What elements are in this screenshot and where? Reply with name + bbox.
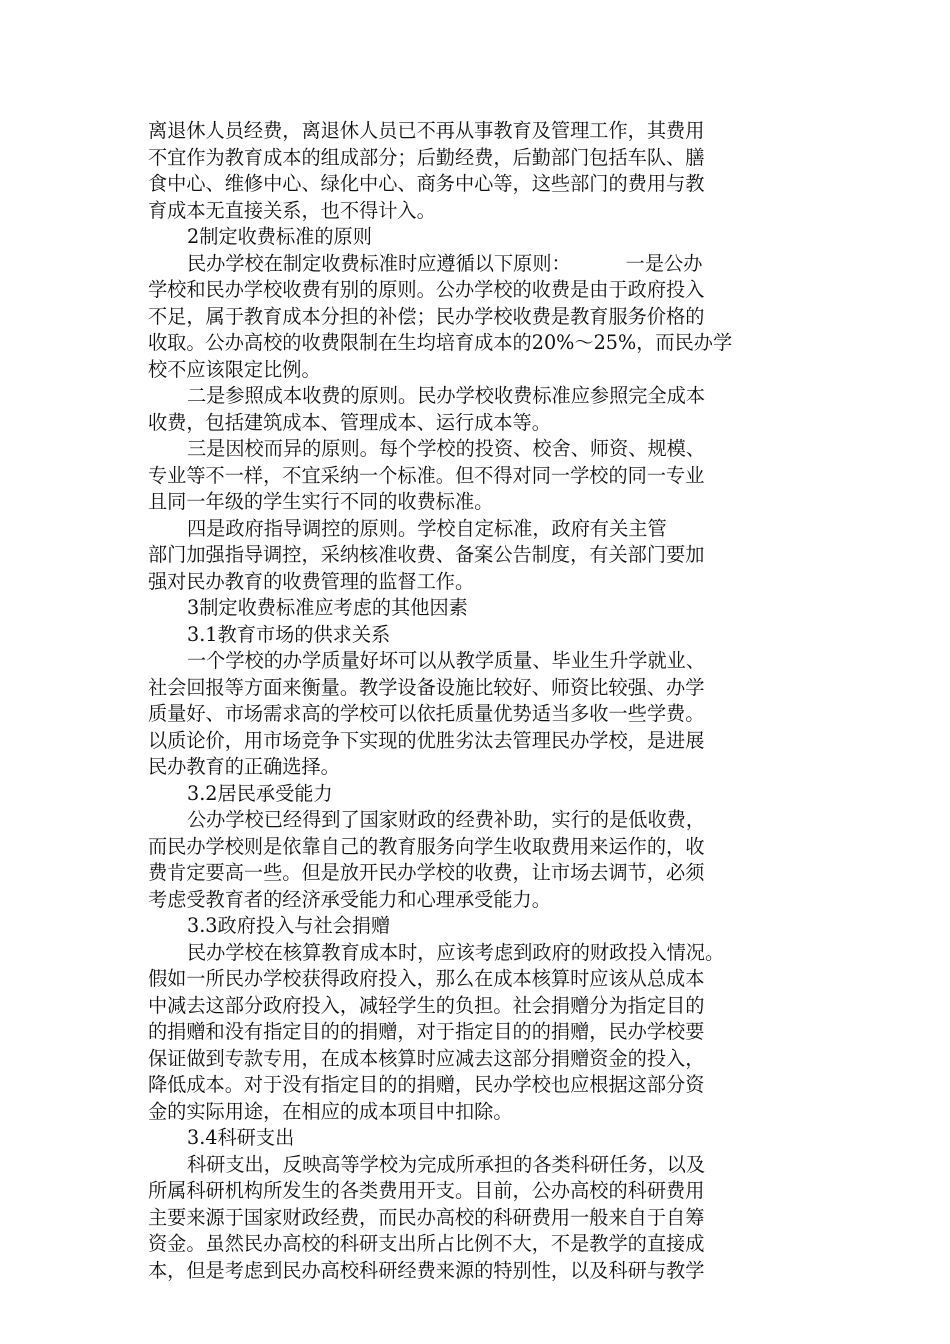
text-line: 假如一所民办学校获得政府投入，那么在成本核算时应该从总成本 bbox=[148, 967, 705, 990]
text-line: 3.1教育市场的供求关系 bbox=[187, 622, 391, 646]
text-line: 民办学校在制定收费标准时应遵循以下原则： 一是公办 bbox=[187, 251, 703, 275]
text-line: 主要来源于国家财政经费，而民办高校的科研费用一般来自于自筹 bbox=[148, 1205, 705, 1229]
text-line: 强对民办教育的收费管理的监督工作。 bbox=[148, 569, 475, 593]
text-line: 收费，包括建筑成本、管理成本、运行成本等。 bbox=[148, 410, 551, 434]
text-line: 部门加强指导调控，采纳核准收费、备案公告制度，有关部门要加 bbox=[148, 543, 705, 566]
text-line: 不宜作为教育成本的组成部分；后勤经费，后勤部门包括车队、膳 bbox=[148, 145, 705, 169]
text-line: 社会回报等方面来衡量。教学设备设施比较好、师资比较强、办学 bbox=[148, 675, 705, 699]
text-line: 金的实际用途，在相应的成本项目中扣除。 bbox=[148, 1099, 513, 1123]
text-line: 民办教育的正确选择。 bbox=[148, 755, 340, 778]
text-line: 中减去这部分政府投入，减轻学生的负担。社会捐赠分为指定目的 bbox=[148, 993, 705, 1017]
text-line: 科研支出，反映高等学校为完成所承担的各类科研任务，以及 bbox=[187, 1152, 706, 1176]
text-line: 3.4科研支出 bbox=[187, 1126, 295, 1149]
text-line: 一个学校的办学质量好坏可以从教学质量、毕业生升学就业、 bbox=[187, 649, 706, 672]
text-line: 的捐赠和没有指定目的的捐赠，对于指定目的的捐赠，民办学校要 bbox=[148, 1020, 705, 1043]
text-line: 二是参照成本收费的原则。民办学校收费标准应参照完全成本 bbox=[187, 384, 706, 407]
text-line: 3.3政府投入与社会捐赠 bbox=[187, 914, 391, 937]
text-line: 育成本无直接关系，也不得计入。 bbox=[148, 198, 436, 222]
text-line: 学校和民办学校收费有别的原则。公办学校的收费是由于政府投入 bbox=[148, 278, 705, 301]
text-line: 费肯定要高一些。但是放开民办学校的收费，让市场去调节，必须 bbox=[148, 861, 705, 884]
text-line: 3.2居民承受能力 bbox=[187, 781, 333, 805]
text-line: 且同一年级的学生实行不同的收费标准。 bbox=[148, 490, 494, 513]
text-line: 质量好、市场需求高的学校可以依托质量优势适当多收一些学费。 bbox=[148, 702, 705, 725]
text-line: 2制定收费标准的原则 bbox=[187, 225, 372, 248]
text-line: 所属科研机构所发生的各类费用开支。目前，公办高校的科研费用 bbox=[148, 1179, 705, 1202]
text-line: 校不应该限定比例。 bbox=[148, 357, 321, 381]
text-line: 收取。公办高校的收费限制在生均培育成本的20%～25%，而民办学 bbox=[148, 331, 733, 354]
document-body bbox=[148, 118, 808, 1284]
text-line: 离退休人员经费，离退休人员已不再从事教育及管理工作，其费用 bbox=[148, 119, 705, 142]
text-line: 资金。虽然民办高校的科研支出所占比例不大，不是教学的直接成 bbox=[148, 1232, 705, 1255]
text-line: 四是政府指导调控的原则。学校自定标准，政府有关主管 bbox=[187, 516, 667, 540]
text-line: 本，但是考虑到民办高校科研经费来源的特别性，以及科研与教学 bbox=[148, 1258, 705, 1282]
text-line: 降低成本。对于没有指定目的的捐赠，民办学校也应根据这部分资 bbox=[148, 1073, 705, 1096]
text-line: 3制定收费标准应考虑的其他因素 bbox=[187, 596, 468, 619]
text-line: 保证做到专款专用，在成本核算时应减去这部分捐赠资金的投入， bbox=[148, 1046, 705, 1070]
text-line: 以质论价，用市场竞争下实现的优胜劣汰去管理民办学校，是进展 bbox=[148, 728, 705, 752]
text-line: 三是因校而异的原则。每个学校的投资、校舍、师资、规模、 bbox=[187, 437, 706, 460]
text-line: 考虑受教育者的经济承受能力和心理承受能力。 bbox=[148, 887, 551, 911]
text-line: 食中心、维修中心、绿化中心、商务中心等，这些部门的费用与教 bbox=[148, 172, 705, 195]
text-line: 而民办学校则是依靠自己的教育服务向学生收取费用来运作的，收 bbox=[148, 834, 705, 858]
text-line: 民办学校在核算教育成本时，应该考虑到政府的财政投入情况。 bbox=[187, 940, 725, 964]
text-line: 不足，属于教育成本分担的补偿；民办学校收费是教育服务价格的 bbox=[148, 304, 705, 328]
text-line: 公办学校已经得到了国家财政的经费补助，实行的是低收费， bbox=[187, 808, 706, 831]
text-line: 专业等不一样，不宜采纳一个标准。但不得对同一学校的同一专业 bbox=[148, 463, 705, 487]
